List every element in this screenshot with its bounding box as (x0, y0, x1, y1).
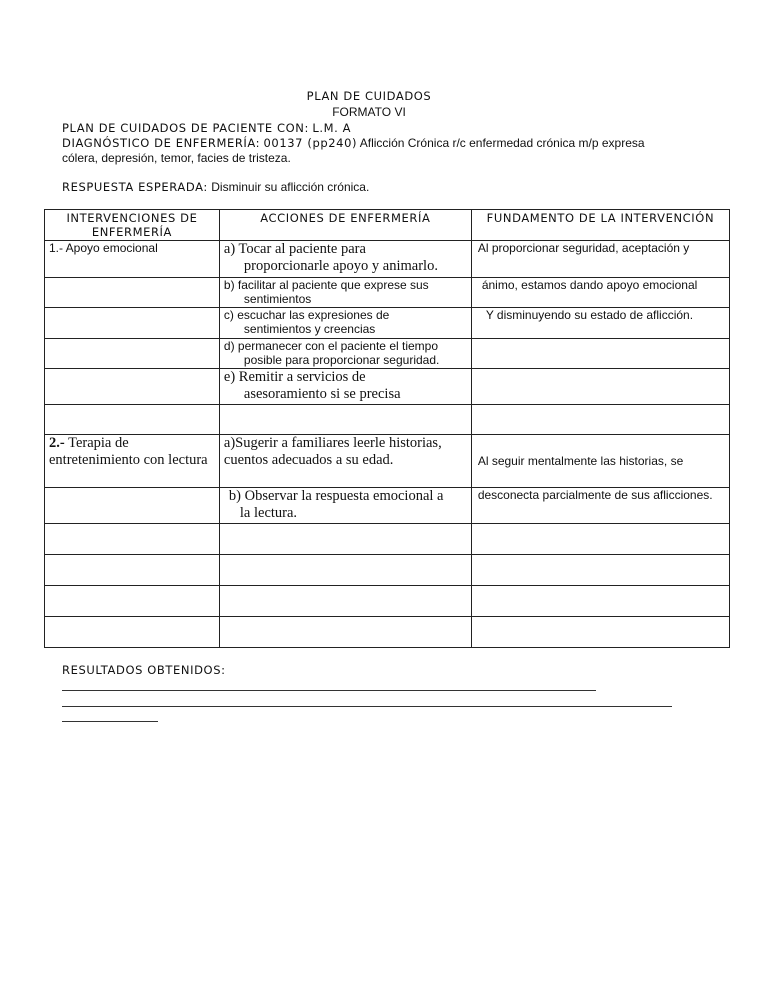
action-cell (219, 488, 471, 524)
action-cell (219, 435, 471, 488)
table-row (45, 435, 730, 488)
action-cell (219, 308, 471, 339)
action-line: b) Observar la respuesta emocional a (228, 488, 444, 504)
action-cell (219, 278, 471, 308)
action-line: la lectura. (239, 505, 298, 521)
results-blank-line (62, 690, 596, 691)
action-cell (219, 617, 471, 648)
action-cell (219, 405, 471, 435)
document-title: PLAN DE CUIDADOS (306, 89, 432, 103)
intervention-cell (45, 617, 220, 648)
basis-cell (471, 524, 729, 555)
intervention-cell (45, 278, 220, 308)
table-row (45, 488, 730, 524)
diagnosis-text-1: Aflicción Crónica r/c enfermedad crónica m/p expresa (359, 136, 645, 150)
table-row (45, 555, 730, 586)
basis-cell (471, 339, 729, 369)
table-row (45, 369, 730, 405)
diagnosis-code: 00137 (pp240) (263, 136, 358, 150)
action-line: d) permanecer con el paciente el tiempo (223, 339, 439, 353)
intervention-cell (45, 405, 220, 435)
table-header-row (45, 210, 730, 241)
diagnosis-line (62, 136, 645, 150)
basis-cell (471, 405, 729, 435)
action-cell (219, 241, 471, 278)
intervention-cell: 1.- Apoyo emocional (45, 241, 220, 278)
action-line: sentimientos y creencias (243, 322, 376, 336)
intervention-cell (45, 369, 220, 405)
table-row (45, 405, 730, 435)
intervention-cell (45, 435, 220, 488)
intervention-cell (45, 524, 220, 555)
basis-cell: Al proporcionar seguridad, aceptación y (471, 241, 729, 278)
action-cell (219, 586, 471, 617)
diagnosis-label: DIAGNÓSTICO DE ENFERMERÍA: (62, 136, 261, 150)
action-line: b) facilitar al paciente que exprese sus (223, 278, 429, 292)
results-line (62, 663, 226, 677)
patient-value: L.M. A (312, 121, 352, 135)
intervention-cell (45, 586, 220, 617)
table-row (45, 241, 730, 278)
intervention-cell (45, 308, 220, 339)
patient-label: PLAN DE CUIDADOS DE PACIENTE CON: (62, 121, 309, 135)
basis-cell: Y disminuyendo su estado de aflicción. (471, 308, 729, 339)
basis-cell (471, 369, 729, 405)
basis-cell: ánimo, estamos dando apoyo emocional (471, 278, 729, 308)
basis-cell (471, 586, 729, 617)
action-line: a)Sugerir a familiares leerle historias, (223, 435, 442, 451)
intervention-cell (45, 339, 220, 369)
patient-line (62, 121, 351, 135)
table-row (45, 278, 730, 308)
intervention-cell (45, 555, 220, 586)
action-cell (219, 339, 471, 369)
action-line: proporcionarle apoyo y animarlo. (243, 258, 438, 274)
action-line: e) Remitir a servicios de (223, 369, 366, 385)
header-actions: ACCIONES DE ENFERMERÍA (219, 210, 471, 241)
table-row (45, 617, 730, 648)
table-row (45, 586, 730, 617)
results-label: RESULTADOS OBTENIDOS: (62, 663, 226, 677)
action-cell (219, 555, 471, 586)
header-interventions: INTERVENCIONES DE ENFERMERÍA (45, 210, 220, 241)
expected-value: Disminuir su aflicción crónica. (211, 180, 370, 194)
table-row (45, 308, 730, 339)
action-line: asesoramiento si se precisa (243, 386, 401, 402)
expected-label: RESPUESTA ESPERADA: (62, 180, 208, 194)
intervention-text: Terapia de entretenimiento con lectura (49, 435, 208, 468)
action-cell (219, 524, 471, 555)
intervention-cell (45, 488, 220, 524)
table-row (45, 524, 730, 555)
basis-cell: desconecta parcialmente de sus aflicciones. (471, 488, 729, 524)
action-line: posible para proporcionar seguridad. (243, 353, 440, 367)
action-line: sentimientos (243, 292, 312, 306)
results-blank-line (62, 721, 158, 722)
basis-cell (471, 617, 729, 648)
basis-cell: Al seguir mentalmente las historias, se (471, 435, 729, 488)
results-blank-line (62, 706, 672, 707)
action-line: cuentos adecuados a su edad. (223, 452, 394, 468)
basis-cell (471, 555, 729, 586)
action-line: c) escuchar las expresiones de (223, 308, 390, 322)
care-plan-table (44, 209, 730, 648)
expected-line (62, 180, 369, 194)
format-label: FORMATO VI (332, 105, 406, 119)
table-row (45, 339, 730, 369)
diagnosis-text-2: cólera, depresión, temor, facies de tristeza. (62, 151, 291, 165)
action-line: a) Tocar al paciente para (223, 241, 366, 257)
header-basis: FUNDAMENTO DE LA INTERVENCIÓN (471, 210, 729, 241)
action-cell (219, 369, 471, 405)
intervention-number: 2.- (49, 435, 65, 451)
